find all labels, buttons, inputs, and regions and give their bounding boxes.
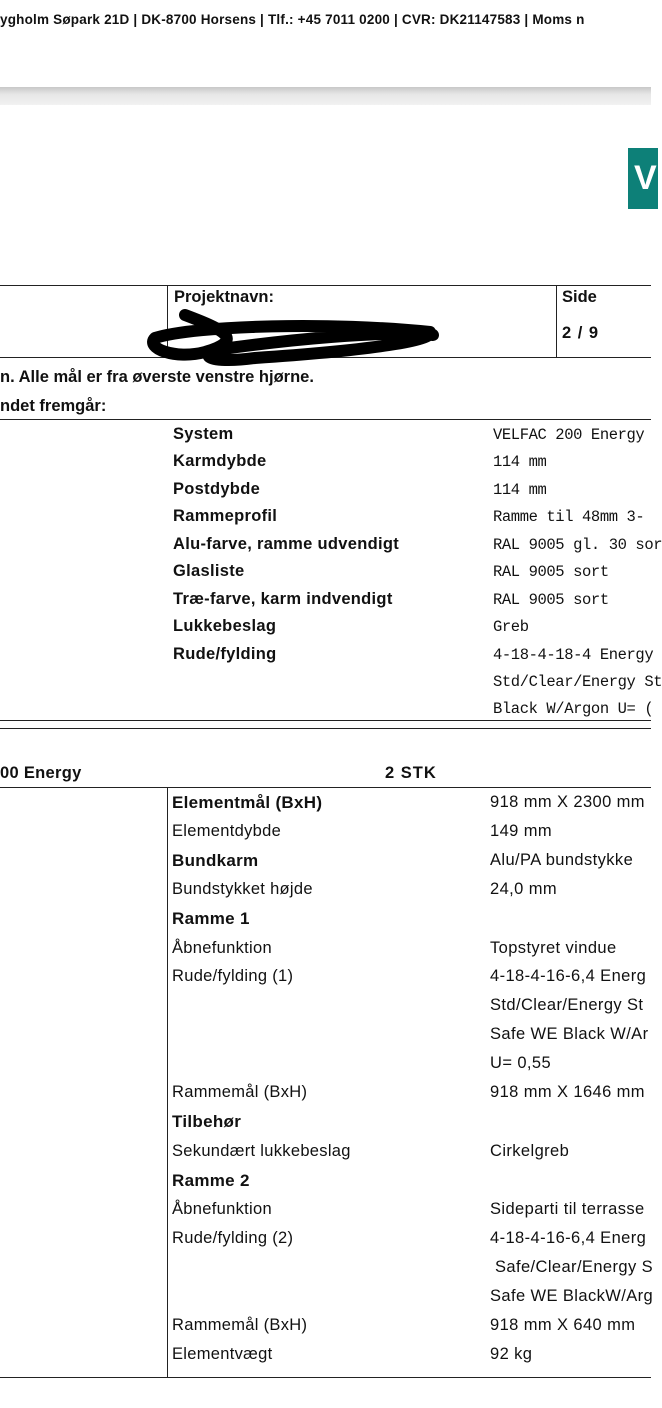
project-box-top-border: [0, 285, 651, 286]
spec-value-trae-farve: RAL 9005 sort: [493, 591, 609, 609]
element-name: 00 Energy: [0, 764, 82, 782]
element-row-label: Bundstykket højde: [172, 880, 313, 898]
spec-intro-note: ndet fremgår:: [0, 397, 107, 415]
element-row-label: Ramme 2: [172, 1171, 250, 1190]
spec-label-postdybde: Postdybde: [173, 480, 261, 498]
element-row-label: Åbnefunktion: [172, 939, 272, 957]
spec-label-rammeprofil: Rammeprofil: [173, 507, 278, 525]
company-info-line: ygholm Søpark 21D | DK-8700 Horsens | Tlf.: +45 7011 0200 | CVR: DK21147583 | Moms n: [0, 12, 585, 27]
element-row-value: Safe/Clear/Energy S: [490, 1258, 653, 1276]
element-row-value: 918 mm X 2300 mm: [490, 793, 645, 811]
element-row-label: Sekundært lukkebeslag: [172, 1142, 351, 1160]
specs-bottom-border-double: [0, 728, 651, 729]
spec-label-karmdybde: Karmdybde: [173, 452, 267, 470]
element-row-value: 4-18-4-16-6,4 Energ: [490, 967, 647, 985]
element-table-bottom-border: [0, 1377, 651, 1378]
element-row-value: Safe WE BlackW/Arg: [490, 1287, 654, 1305]
spec-value-alu-farve: RAL 9005 gl. 30 sor: [493, 536, 662, 554]
element-row-value: Std/Clear/Energy St: [490, 996, 644, 1014]
spec-value-rammeprofil: Ramme til 48mm 3-: [493, 508, 645, 526]
element-row-value: Sideparti til terrasse: [490, 1200, 645, 1218]
spec-label-trae-farve: Træ-farve, karm indvendigt: [173, 590, 393, 608]
element-row-value: Cirkelgreb: [490, 1142, 570, 1160]
element-row-label: Rammemål (BxH): [172, 1083, 308, 1101]
spec-label-alu-farve: Alu-farve, ramme udvendigt: [173, 535, 400, 553]
spec-value-rude-fylding-line3: Black W/Argon U= (: [493, 700, 654, 718]
element-row-value: 918 mm X 1646 mm: [490, 1083, 645, 1101]
spec-value-rude-fylding-line2: Std/Clear/Energy St: [493, 673, 662, 691]
element-row-value: Alu/PA bundstykke: [490, 851, 634, 869]
element-row-value: 4-18-4-16-6,4 Energ: [490, 1229, 647, 1247]
spec-value-lukkebeslag: Greb: [493, 618, 529, 636]
element-row-label: Tilbehør: [172, 1112, 242, 1131]
spec-label-system: System: [173, 425, 234, 443]
element-row-label: Elementmål (BxH): [172, 793, 323, 812]
spec-label-rude-fylding: Rude/fylding: [173, 645, 277, 663]
element-row-label: Elementdybde: [172, 822, 282, 840]
element-row-label: Ramme 1: [172, 909, 250, 928]
specs-bottom-border: [0, 720, 651, 721]
spec-value-karmdybde: 114 mm: [493, 453, 547, 471]
element-row-value: 918 mm X 640 mm: [490, 1316, 636, 1334]
project-box-divider-right: [556, 285, 557, 358]
logo-letter: V: [634, 159, 657, 197]
element-table-divider: [167, 787, 168, 1378]
velfac-logo: [628, 148, 658, 209]
spec-value-glasliste: RAL 9005 sort: [493, 563, 609, 581]
element-row-label: Rude/fylding (1): [172, 967, 294, 985]
redaction-scribble: [135, 310, 440, 365]
element-quantity: 2 STK: [385, 764, 437, 782]
element-row-value: 24,0 mm: [490, 880, 557, 898]
page-label: Side: [562, 288, 597, 306]
element-row-label: Rude/fylding (2): [172, 1229, 294, 1247]
element-row-value: 92 kg: [490, 1345, 533, 1363]
element-row-value: U= 0,55: [490, 1054, 552, 1072]
spec-value-system: VELFAC 200 Energy: [493, 426, 645, 444]
element-table-top-border: [0, 787, 651, 788]
project-name-label: Projektnavn:: [174, 288, 274, 306]
specs-top-border: [0, 419, 651, 420]
spec-label-lukkebeslag: Lukkebeslag: [173, 617, 277, 635]
spec-value-rude-fylding: 4-18-4-18-4 Energy: [493, 646, 654, 664]
element-row-label: Elementvægt: [172, 1345, 273, 1363]
header-divider-band: [0, 87, 651, 105]
element-row-value: Topstyret vindue: [490, 939, 617, 957]
spec-value-postdybde: 114 mm: [493, 481, 547, 499]
element-row-label: Rammemål (BxH): [172, 1316, 308, 1334]
element-row-label: Bundkarm: [172, 851, 259, 870]
spec-label-glasliste: Glasliste: [173, 562, 245, 580]
element-row-value: Safe WE Black W/Ar: [490, 1025, 649, 1043]
element-row-label: Åbnefunktion: [172, 1200, 272, 1218]
page-number: 2 / 9: [562, 324, 600, 342]
element-row-value: 149 mm: [490, 822, 553, 840]
measurement-note: n. Alle mål er fra øverste venstre hjørne.: [0, 368, 314, 386]
